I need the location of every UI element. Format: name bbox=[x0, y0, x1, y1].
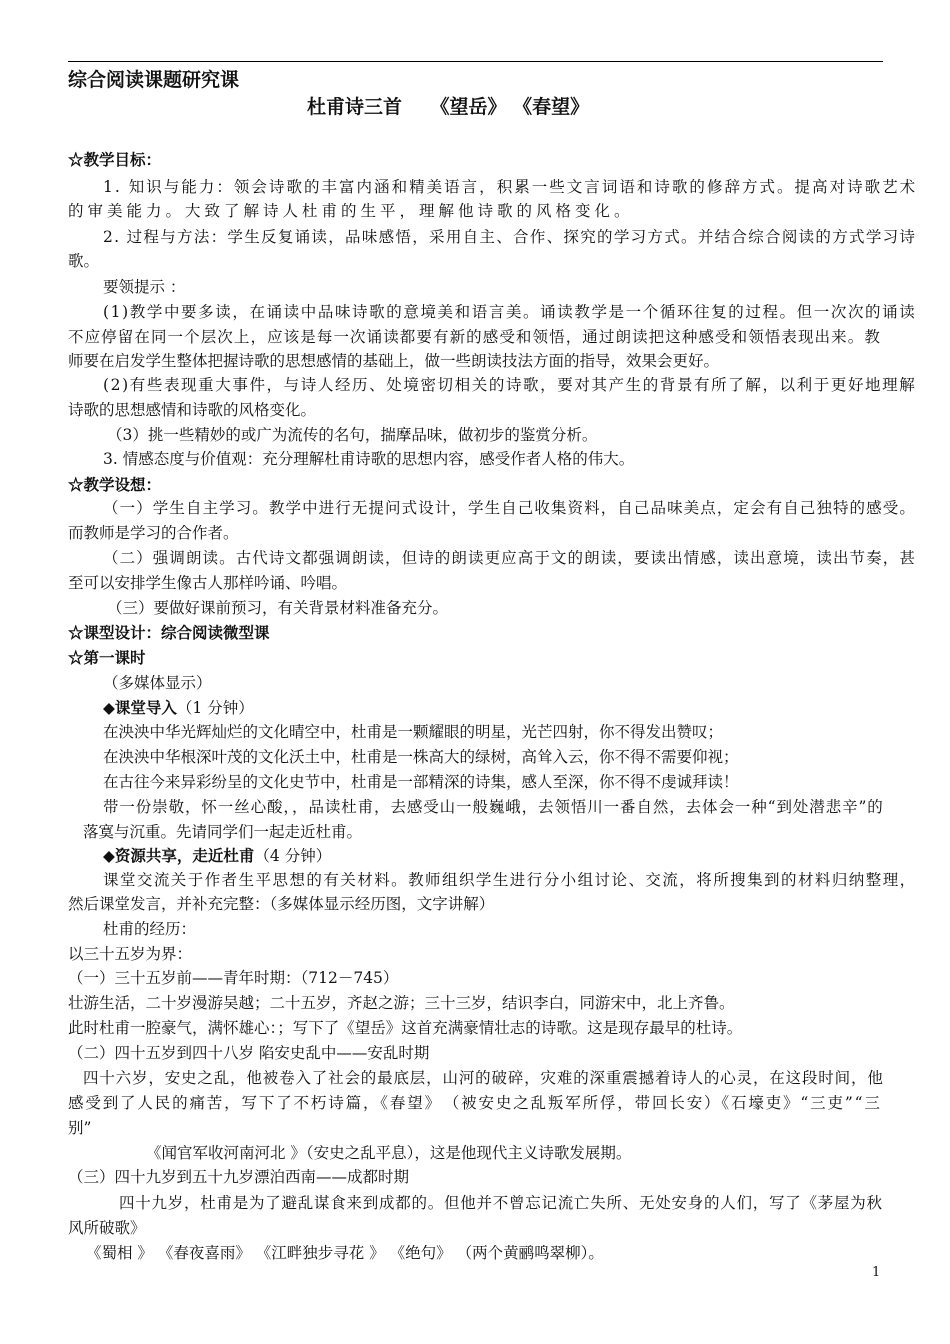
line-text: 不应停留在同一个层次上，应该是每一次诵读都要有新的感受和领悟，通过朗读把这种感受和领悟表现出来。教 bbox=[68, 328, 881, 346]
line-text: 别” bbox=[68, 1119, 92, 1137]
body-text-line bbox=[68, 251, 99, 271]
body-text-line bbox=[68, 968, 398, 988]
line-text: （二）四十五岁到四十八岁 陷安史乱中——安乱时期 bbox=[68, 1044, 430, 1062]
body-text-line bbox=[103, 227, 916, 247]
line-text: (1)教学中要多读，在诵读中品味诗歌的意境美和语言美。诵读教学是一个循环往复的过程。但一次次的诵读 bbox=[103, 303, 917, 321]
body-text-line bbox=[103, 375, 916, 395]
body-text-line bbox=[68, 400, 316, 420]
body-text-line bbox=[68, 1093, 882, 1113]
line-text: 要领提示 ： bbox=[103, 278, 186, 296]
body-text-line bbox=[68, 327, 881, 347]
line-text: 至可以安排学生像古人那样吟诵、吟唱。 bbox=[68, 574, 348, 592]
line-text: （多媒体显示） bbox=[103, 674, 212, 692]
line-text: 1. 知识与能力：领会诗歌的丰富内涵和精美语言，积累一些文言词语和诗歌的修辞方式。提高对诗歌艺术 bbox=[103, 178, 918, 196]
page-number: 1 bbox=[872, 1265, 881, 1280]
body-text-line bbox=[103, 302, 916, 322]
body-text-line bbox=[103, 747, 739, 767]
line-text: 《闻官军收河南河北 》（安史之乱平息），这是他现代主义诗歌发展期。 bbox=[146, 1144, 632, 1162]
line-text: 风所破歌》 bbox=[68, 1219, 146, 1237]
line-text: （三）四十九岁到五十九岁漂泊西南——成都时期 bbox=[68, 1168, 410, 1186]
body-text-line bbox=[103, 797, 884, 817]
body-text-line bbox=[68, 523, 239, 543]
body-text-line bbox=[68, 993, 735, 1013]
body-text-line bbox=[86, 1243, 604, 1263]
line-text: ☆第一课时 bbox=[68, 648, 146, 667]
line-text: ☆课型设计：综合阅读微型课 bbox=[68, 623, 270, 642]
body-text-line bbox=[68, 944, 192, 964]
body-text-line bbox=[68, 1018, 742, 1038]
document-subtitle: 杜甫诗三首 《望岳》 《春望》 bbox=[307, 96, 590, 118]
body-text-line bbox=[68, 351, 719, 371]
line-text: 《蜀相 》 《春夜喜雨》 《江畔独步寻花 》 《绝句》 （两个黄鹂鸣翠柳）。 bbox=[86, 1244, 604, 1262]
body-text-line bbox=[103, 772, 739, 792]
section-heading bbox=[68, 150, 161, 170]
line-text: ◆课堂导入 bbox=[103, 698, 177, 717]
line-text: 在古往今来异彩纷呈的文化史节中，杜甫是一部精深的诗集，感人至深，你不得不虔诚拜读！ bbox=[103, 773, 739, 791]
line-text: (2)有些表现重大事件，与诗人经历、处境密切相关的诗歌，要对其产生的背景有所了解，以利于更好地理解 bbox=[103, 376, 917, 394]
line-text: 在泱泱中华根深叶茂的文化沃土中，杜甫是一株高大的绿树，高耸入云，你不得不需要仰视； bbox=[103, 748, 739, 766]
body-text-line bbox=[119, 1193, 883, 1213]
line-text: 2. 过程与方法：学生反复诵读，品味感悟，采用自主、合作、探究的学习方式。并结合综合阅读的方式学习诗 bbox=[103, 228, 917, 246]
line-text: 3. 情感态度与价值观：充分理解杜甫诗歌的思想内容，感受作者人格的伟大。 bbox=[103, 450, 635, 468]
section-heading bbox=[68, 623, 270, 643]
body-text-line bbox=[68, 1118, 91, 1138]
body-text-line bbox=[107, 598, 448, 618]
section-heading bbox=[68, 648, 146, 668]
line-text: 此时杜甫一腔豪气，满怀雄心：；写下了《望岳》这首充满豪情壮志的诗歌。这是现存最早的杜诗。 bbox=[68, 1019, 743, 1037]
body-text-line bbox=[103, 277, 185, 297]
line-text: 以三十五岁为界： bbox=[68, 945, 193, 963]
body-text-line bbox=[103, 498, 916, 518]
line-text: 壮游生活，二十岁漫游吴越；二十五岁，齐赵之游；三十三岁，结识李白，同游宋中，北上齐鲁。 bbox=[68, 994, 735, 1012]
line-text: 带一份崇敬，怀一丝心酸，，品读杜甫，去感受山一般巍峨，去领悟川一番自然，去体会一种“到处潜悲辛”的 bbox=[103, 798, 884, 816]
body-text-line bbox=[103, 548, 916, 568]
line-text: ☆教学目标： bbox=[68, 150, 162, 169]
section-heading bbox=[68, 475, 161, 495]
line-text: （一）三十五岁前——青年时期：（712－745） bbox=[68, 969, 399, 987]
line-text: 而教师是学习的合作者。 bbox=[68, 524, 239, 542]
body-text-line bbox=[68, 894, 494, 914]
section-heading bbox=[103, 698, 254, 718]
line-text: 然后课堂发言，并补充完整：（多媒体显示经历图，文字讲解） bbox=[68, 895, 495, 913]
line-text: 歌。 bbox=[68, 252, 100, 270]
body-text-line bbox=[68, 201, 634, 221]
body-text-line bbox=[103, 177, 917, 197]
line-text: （3）挑一些精妙的或广为流传的名句，揣摩品味，做初步的鉴赏分析。 bbox=[107, 426, 598, 444]
body-text-line bbox=[83, 822, 362, 842]
body-text-line bbox=[146, 1143, 631, 1163]
line-text: 的审美能力。大致了解诗人杜甫的生平，理解他诗歌的风格变化。 bbox=[68, 202, 634, 220]
body-text-line bbox=[107, 425, 597, 445]
body-text-line bbox=[103, 870, 917, 890]
body-text-line bbox=[83, 1068, 884, 1088]
line-text: （三）要做好课前预习，有关背景材料准备充分。 bbox=[107, 599, 449, 617]
section-heading bbox=[103, 846, 331, 866]
body-text-line bbox=[68, 1218, 146, 1238]
header-rule bbox=[68, 61, 883, 62]
body-text-line bbox=[103, 673, 212, 693]
line-text: 落寞与沉重。先请同学们一起走近杜甫。 bbox=[83, 823, 363, 841]
line-text: 四十六岁，安史之乱，他被卷入了社会的最底层，山河的破碎，灾难的深重震撼着诗人的心灵，在这段时间，他 bbox=[83, 1069, 884, 1087]
line-text: （一）学生自主学习。教学中进行无提问式设计，学生自己收集资料，自己品味美点，定会有自己独特的感受。 bbox=[103, 499, 916, 517]
body-text-line bbox=[103, 919, 196, 939]
line-text: 杜甫的经历： bbox=[103, 920, 197, 938]
line-text: ☆教学设想： bbox=[68, 475, 162, 494]
line-text: 师要在启发学生整体把握诗歌的思想感情的基础上，做一些朗读技法方面的指导，效果会更好。 bbox=[68, 352, 720, 370]
line-text: 诗歌的思想感情和诗歌的风格变化。 bbox=[68, 401, 317, 419]
line-text: 课堂交流关于作者生平思想的有关材料。教师组织学生进行分小组讨论、交流，将所搜集到的材料归纳整理， bbox=[103, 871, 917, 889]
line-text: ◆资源共享，走近杜甫 bbox=[103, 846, 255, 865]
line-suffix: （1 分钟） bbox=[176, 699, 254, 717]
line-text: 在泱泱中华光辉灿烂的文化晴空中，杜甫是一颗耀眼的明星，光芒四射，你不得发出赞叹； bbox=[103, 723, 724, 741]
document-title: 综合阅读课题研究课 bbox=[68, 69, 240, 91]
line-text: （二）强调朗读。古代诗文都强调朗读，但诗的朗读更应高于文的朗读，要读出情感，读出意境，读出节奏，甚 bbox=[103, 549, 916, 567]
body-text-line bbox=[68, 573, 347, 593]
body-text-line bbox=[103, 449, 634, 469]
body-text-line bbox=[103, 722, 723, 742]
line-text: 四十九岁，杜甫是为了避乱谋食来到成都的。但他并不曾忘记流亡失所、无处安身的人们，写了《茅屋为秋 bbox=[119, 1194, 883, 1212]
body-text-line bbox=[68, 1043, 429, 1063]
line-text: 感受到了人民的痛苦，写下了不朽诗篇，《春望》 （被安史之乱叛军所俘，带回长安）《石壕吏》“三吏”“三 bbox=[68, 1094, 882, 1112]
body-text-line bbox=[68, 1167, 409, 1187]
line-suffix: （4 分钟） bbox=[254, 847, 332, 865]
